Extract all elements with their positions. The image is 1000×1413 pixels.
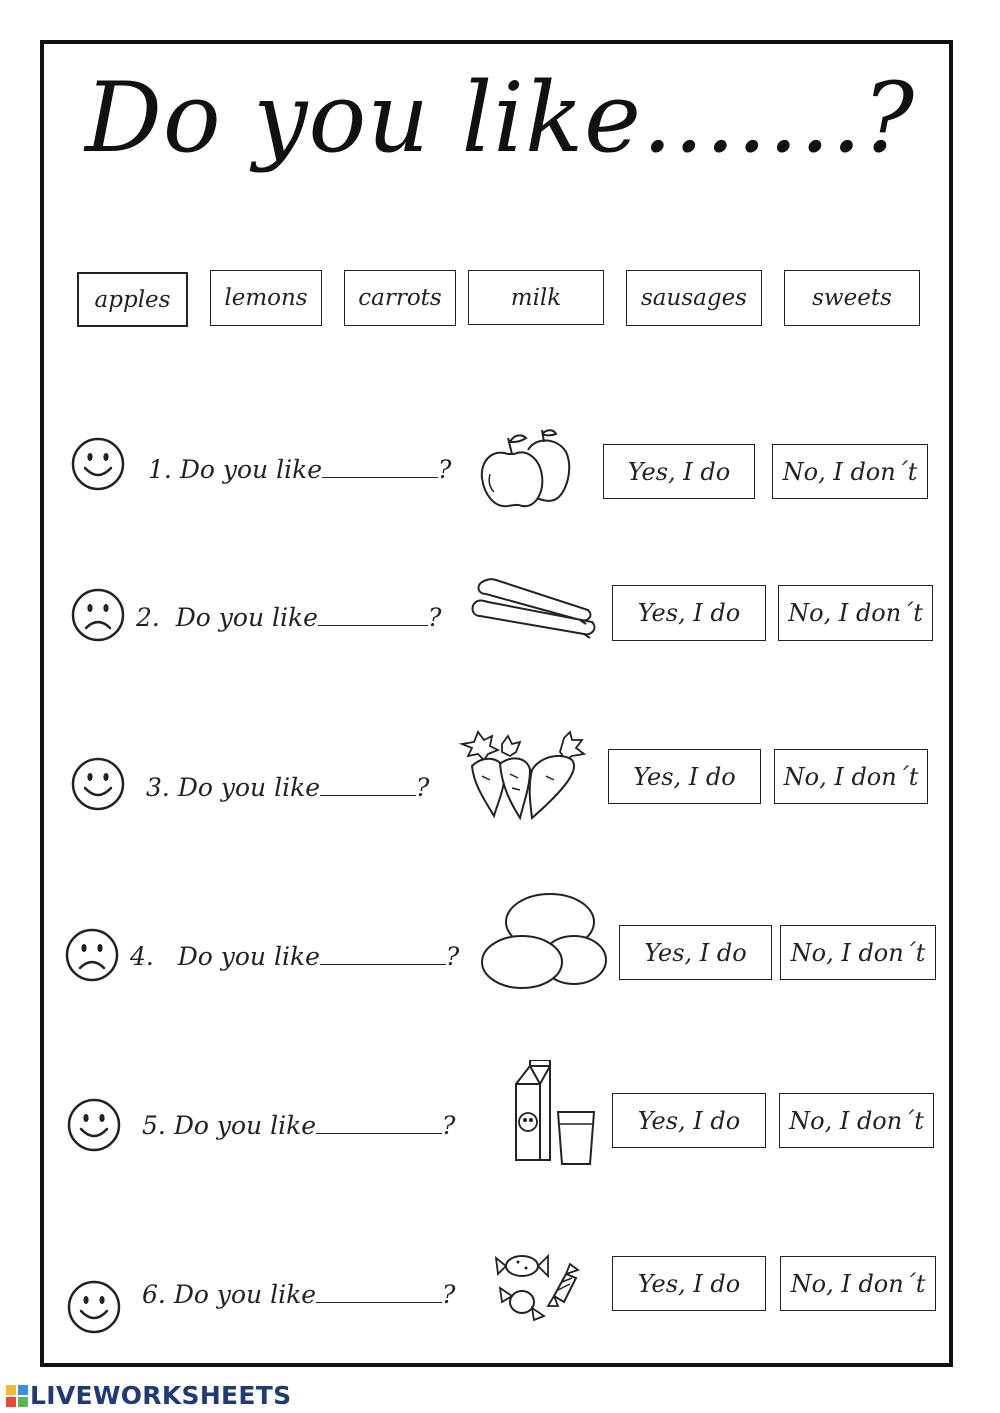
question-text: Do you like [173,1280,317,1309]
sad-face-icon [70,587,126,643]
answer-blank[interactable] [320,944,446,965]
no-answer-6[interactable]: No, I don´t [780,1256,936,1311]
lemons-icon [478,888,610,992]
question-mark: ? [445,942,460,971]
question-number: 6. [142,1280,166,1309]
liveworksheets-logo-icon [6,1385,28,1407]
carrots-icon [454,730,592,822]
word-bank-lemons: lemons [210,270,322,326]
worksheet-title: Do you like.......? [84,62,916,174]
no-answer-5[interactable]: No, I don´t [779,1093,934,1148]
no-answer-3[interactable]: No, I don´t [774,749,928,804]
question-text: Do you like [177,773,321,802]
happy-face-icon [66,1279,122,1335]
word-bank-apples: apples [77,272,188,327]
question-5 [142,1111,455,1140]
question-mark: ? [438,455,452,484]
answer-blank[interactable] [316,1113,442,1134]
word-bank-carrots: carrots [344,270,456,326]
answer-blank[interactable] [322,457,438,478]
question-1 [148,455,451,484]
yes-answer-4[interactable]: Yes, I do [619,925,772,980]
sad-face-icon [64,927,120,983]
happy-face-icon [66,1097,122,1153]
answer-blank[interactable] [320,775,416,796]
no-answer-1[interactable]: No, I don´t [772,444,928,499]
yes-answer-3[interactable]: Yes, I do [608,749,761,804]
no-answer-4[interactable]: No, I don´t [780,925,936,980]
answer-blank[interactable] [318,605,428,626]
question-mark: ? [442,1280,456,1309]
word-bank-sausages: sausages [626,270,762,326]
yes-answer-5[interactable]: Yes, I do [612,1093,766,1148]
word-bank-sweets: sweets [784,270,920,326]
question-mark: ? [416,773,430,802]
happy-face-icon [70,756,126,812]
question-text: Do you like [179,455,323,484]
yes-answer-1[interactable]: Yes, I do [603,444,755,499]
question-mark: ? [427,603,442,632]
question-text: Do you like [173,1111,317,1140]
happy-face-icon [70,436,126,492]
question-text: Do you like [175,603,318,632]
yes-answer-2[interactable]: Yes, I do [612,585,766,641]
yes-answer-6[interactable]: Yes, I do [612,1256,766,1311]
question-4 [130,942,459,971]
question-2 [136,603,441,632]
question-number: 2. [136,603,160,632]
question-number: 5. [142,1111,166,1140]
worksheet-border [40,40,953,1367]
question-number: 4. [130,942,154,971]
question-mark: ? [442,1111,456,1140]
brand-name: LIVEWORKSHEETS [30,1381,292,1410]
question-number: 1. [148,455,172,484]
question-6 [142,1280,455,1309]
question-number: 3. [146,773,170,802]
apples-icon [478,426,574,512]
milk-icon [510,1060,600,1168]
no-answer-2[interactable]: No, I don´t [778,585,933,641]
answer-blank[interactable] [316,1282,442,1303]
word-bank-milk: milk [468,270,604,325]
liveworksheets-brand[interactable] [6,1381,291,1410]
question-text: Do you like [177,942,320,971]
question-3 [146,773,429,802]
sausages-icon [468,572,600,644]
sweets-icon [492,1244,582,1326]
